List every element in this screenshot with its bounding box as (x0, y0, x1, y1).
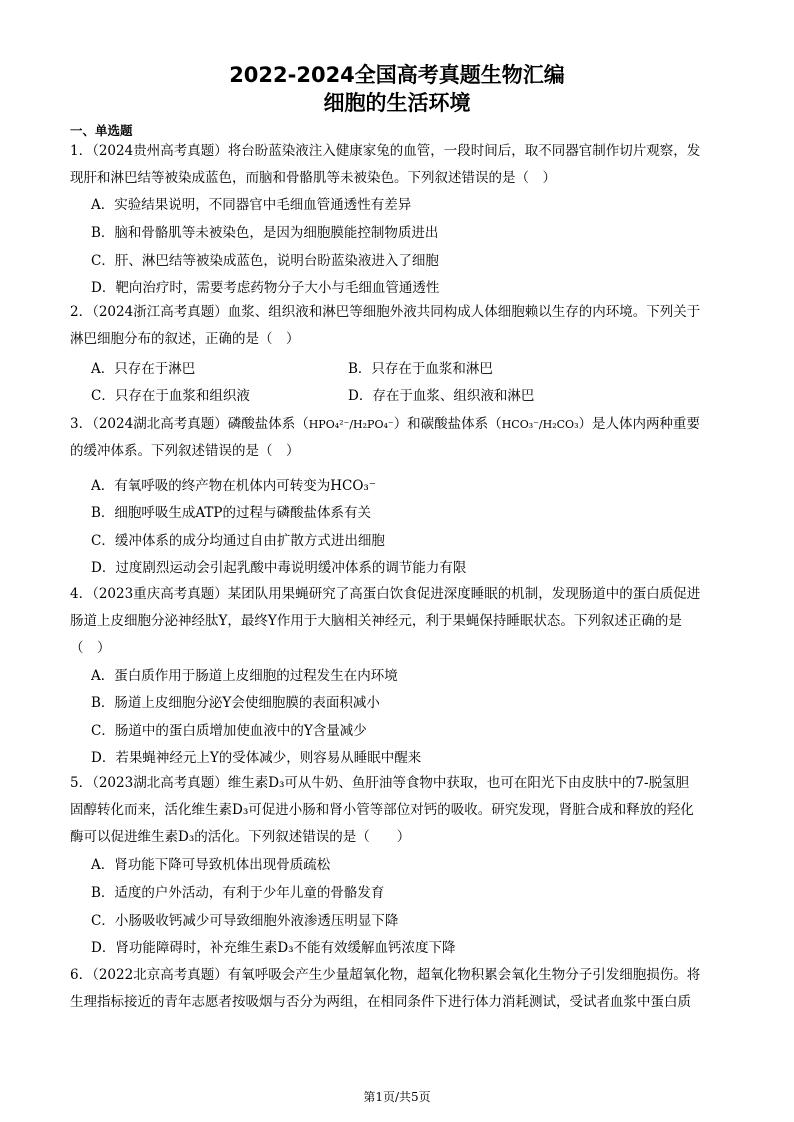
question-5-option-a: A．肾功能下降可导致机体出现骨质疏松 (91, 857, 331, 873)
question-3-stem-line1 (70, 411, 730, 438)
question-3-stem-line2: 的缓冲体系。下列叙述错误的是（ ） (70, 443, 300, 459)
question-2-stem-line2: 淋巴细胞分布的叙述，正确的是（ ） (70, 331, 300, 347)
phosphate-formula: HPO₄²⁻/H₂PO₄⁻ (308, 418, 394, 431)
question-4-stem (70, 581, 730, 662)
question-3-stem-mid: ）和碳酸盐体系（ (393, 416, 502, 432)
question-5-stem (70, 770, 730, 851)
question-5-option-b: B．适度的户外活动，有利于少年儿童的骨骼发育 (91, 885, 385, 901)
question-5-stem-line3: 酶可以促进维生素D₃的活化。下列叙述错误的是（ ） (70, 829, 411, 845)
question-4-option-d: D．若果蝇神经元上Y的受体减少，则容易从睡眠中醒来 (91, 750, 422, 766)
question-3-option-d: D．过度剧烈运动会引起乳酸中毒说明缓冲体系的调节能力有限 (91, 560, 467, 576)
section-heading: 一、单选题 (70, 123, 133, 138)
question-1-stem-line2: 现肝和淋巴结等被染成蓝色，而脑和骨骼肌等未被染色。下列叙述错误的是（ ） (70, 170, 556, 186)
question-1-option-b: B．脑和骨骼肌等未被染色，是因为细胞膜能控制物质进出 (91, 225, 439, 241)
question-2-option-a: A．只存在于淋巴 (91, 361, 196, 377)
question-3-option-b: B．细胞呼吸生成ATP的过程与磷酸盐体系有关 (91, 505, 372, 521)
question-4-option-a: A．蛋白质作用于肠道上皮细胞的过程发生在内环境 (91, 668, 398, 684)
question-2-option-b: B．只存在于血浆和淋巴 (348, 361, 493, 377)
question-5-stem-line2: 固醇转化而来，活化维生素D₃可促进小肠和肾小管等部位对钙的吸收。研究发现，肾脏合成和释放的羟化 (70, 802, 694, 818)
question-2-option-c: C．只存在于血浆和组织液 (91, 388, 250, 404)
question-4-option-c: C．肠道中的蛋白质增加使血液中的Y含量减少 (91, 723, 367, 739)
question-1-option-d: D．靶向治疗时，需要考虑药物分子大小与毛细血管通透性 (91, 280, 440, 296)
question-4-option-b: B．肠道上皮细胞分泌Y会使细胞膜的表面积减小 (91, 695, 380, 711)
question-5-option-c: C．小肠吸收钙减少可导致细胞外液渗透压明显下降 (91, 913, 399, 929)
question-3-stem-post: ）是人体内两种重要 (578, 416, 700, 432)
question-4-stem-line3: （ ） (70, 640, 111, 656)
question-6-stem-line1: 6．（2022北京高考真题）有氧呼吸会产生少量超氧化物，超氧化物积累会氧化生物分子引发细胞损伤。将 (70, 967, 701, 983)
question-4-stem-line2: 肠道上皮细胞分泌神经肽Y，最终Y作用于大脑相关神经元，利于果蝇保持睡眠状态。下列叙述正确的是 (70, 613, 682, 629)
document-title: 2022-2024全国高考真题生物汇编 (229, 63, 565, 87)
question-3-option-c: C．缓冲体系的成分均通过自由扩散方式进出细胞 (91, 533, 385, 549)
question-5-stem-line1: 5．（2023湖北高考真题）维生素D₃可从牛奶、鱼肝油等食物中获取，也可在阳光下由皮肤中的7-脱氢胆 (70, 775, 690, 791)
question-1-option-c: C．肝、淋巴结等被染成蓝色，说明台盼蓝染液进入了细胞 (91, 253, 439, 269)
question-3-stem (70, 411, 730, 465)
carbonate-formula: HCO₃⁻/H₂CO₃ (501, 418, 579, 431)
question-2-stem-line1: 2．（2024浙江高考真题）血浆、组织液和淋巴等细胞外液共同构成人体细胞赖以生存的内环境。下列关于 (70, 304, 701, 320)
page-footer: 第1页/共5页 (363, 1090, 431, 1104)
question-2-stem (70, 299, 730, 353)
question-3-option-a: A．有氧呼吸的终产物在机体内可转变为HCO₃⁻ (91, 478, 376, 494)
question-4-stem-line1: 4．（2023重庆高考真题）某团队用果蝇研究了高蛋白饮食促进深度睡眠的机制，发现肠道中的蛋白质促进 (70, 586, 701, 602)
question-6-stem (70, 962, 730, 1016)
question-2-option-d: D．存在于血浆、组织液和淋巴 (348, 388, 535, 404)
question-1-stem-line1: 1．（2024贵州高考真题）将台盼蓝染液注入健康家兔的血管，一段时间后，取不同器官制作切片观察，发 (70, 143, 701, 159)
question-3-stem-pre: 3．（2024湖北高考真题）磷酸盐体系（ (70, 416, 309, 432)
question-1-stem (70, 138, 730, 192)
question-5-option-d: D．肾功能障碍时，补充维生素D₃不能有效缓解血钙浓度下降 (91, 940, 456, 956)
question-6-stem-line2: 生理指标接近的青年志愿者按吸烟与否分为两组，在相同条件下进行体力消耗测试，受试者血浆中蛋白质 (70, 994, 691, 1010)
question-1-option-a: A．实验结果说明，不同器官中毛细血管通透性有差异 (91, 197, 412, 213)
document-subtitle: 细胞的生活环境 (323, 91, 471, 115)
